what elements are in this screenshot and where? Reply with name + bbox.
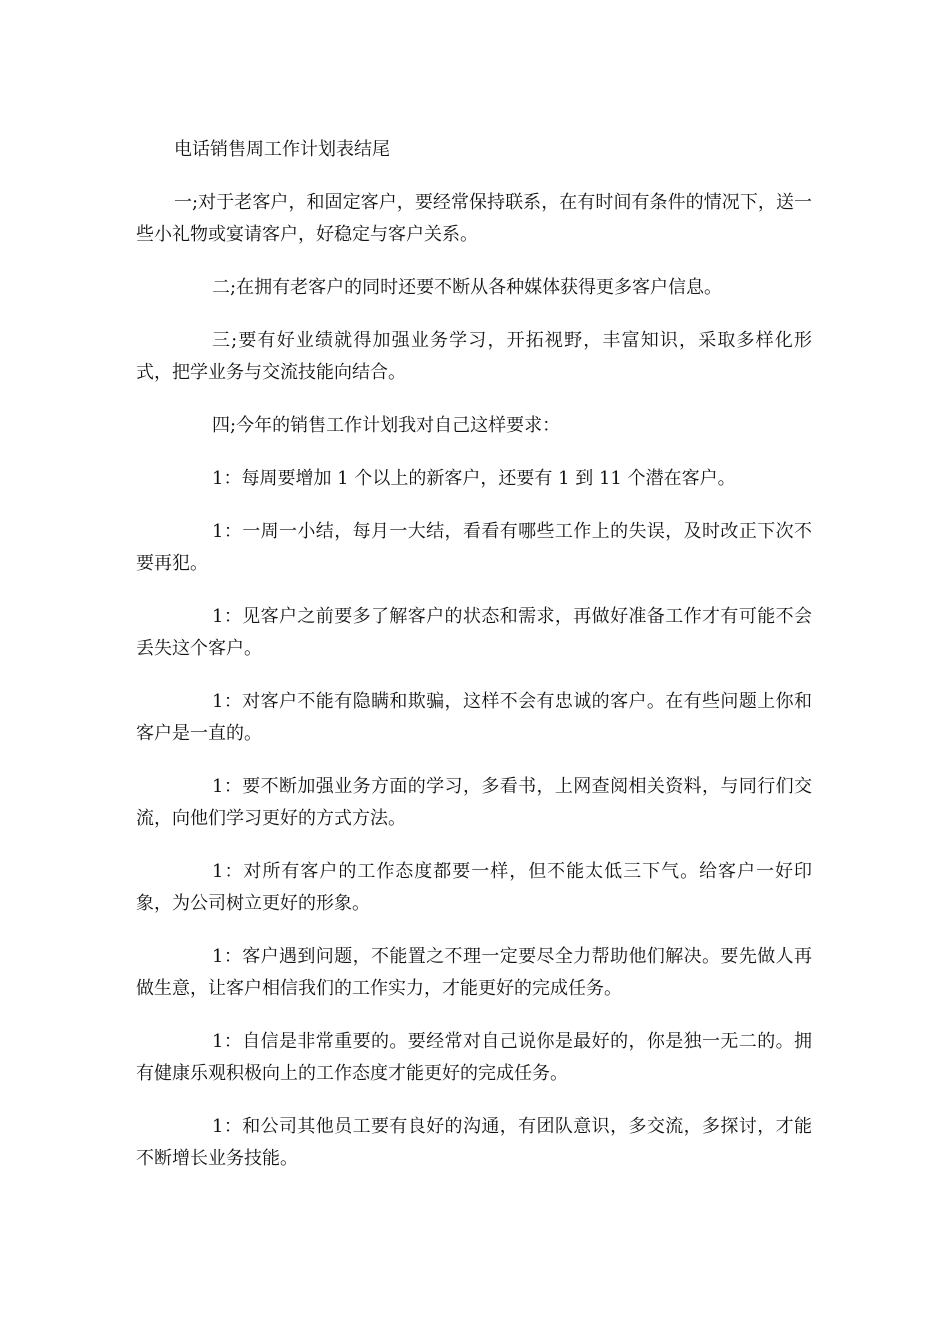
list-item: 1：客户遇到问题，不能置之不理一定要尽全力帮助他们解决。要先做人再做生意，让客户相信我们的工作实力，才能更好的完成任务。: [136, 946, 812, 999]
list-item: 1：自信是非常重要的。要经常对自己说你是最好的，你是独一无二的。拥有健康乐观积极向上的工作态度才能更好的完成任务。: [136, 1031, 812, 1084]
paragraph-two: 二;在拥有老客户的同时还要不断从各种媒体获得更多客户信息。: [212, 277, 723, 298]
document-title: 电话销售周工作计划表结尾: [174, 139, 390, 160]
list-item: 1：和公司其他员工要有良好的沟通，有团队意识，多交流，多探讨，才能不断增长业务技能。: [136, 1116, 812, 1169]
paragraph-one: 一;对于老客户，和固定客户，要经常保持联系，在有时间有条件的情况下，送一些小礼物或宴请客户，好稳定与客户关系。: [136, 192, 812, 245]
list-item: 1：一周一小结，每月一大结，看看有哪些工作上的失误，及时改正下次不要再犯。: [136, 521, 812, 574]
list-item: 1：要不断加强业务方面的学习，多看书，上网查阅相关资料，与同行们交流，向他们学习更好的方式方法。: [136, 776, 812, 829]
list-item: 1：见客户之前要多了解客户的状态和需求，再做好准备工作才有可能不会丢失这个客户。: [136, 606, 812, 659]
list-item: 1：对客户不能有隐瞒和欺骗，这样不会有忠诚的客户。在有些问题上你和客户是一直的。: [136, 691, 812, 744]
list-item: 1：对所有客户的工作态度都要一样，但不能太低三下气。给客户一好印象，为公司树立更好的形象。: [136, 861, 812, 914]
document-body: [136, 134, 812, 1196]
paragraph-four: 四;今年的销售工作计划我对自己这样要求：: [212, 415, 561, 436]
list-item: 1：每周要增加 1 个以上的新客户，还要有 1 到 11 个潜在客户。: [212, 468, 736, 489]
paragraph-three: 三;要有好业绩就得加强业务学习，开拓视野，丰富知识，采取多样化形式，把学业务与交流技能向结合。: [136, 330, 812, 383]
